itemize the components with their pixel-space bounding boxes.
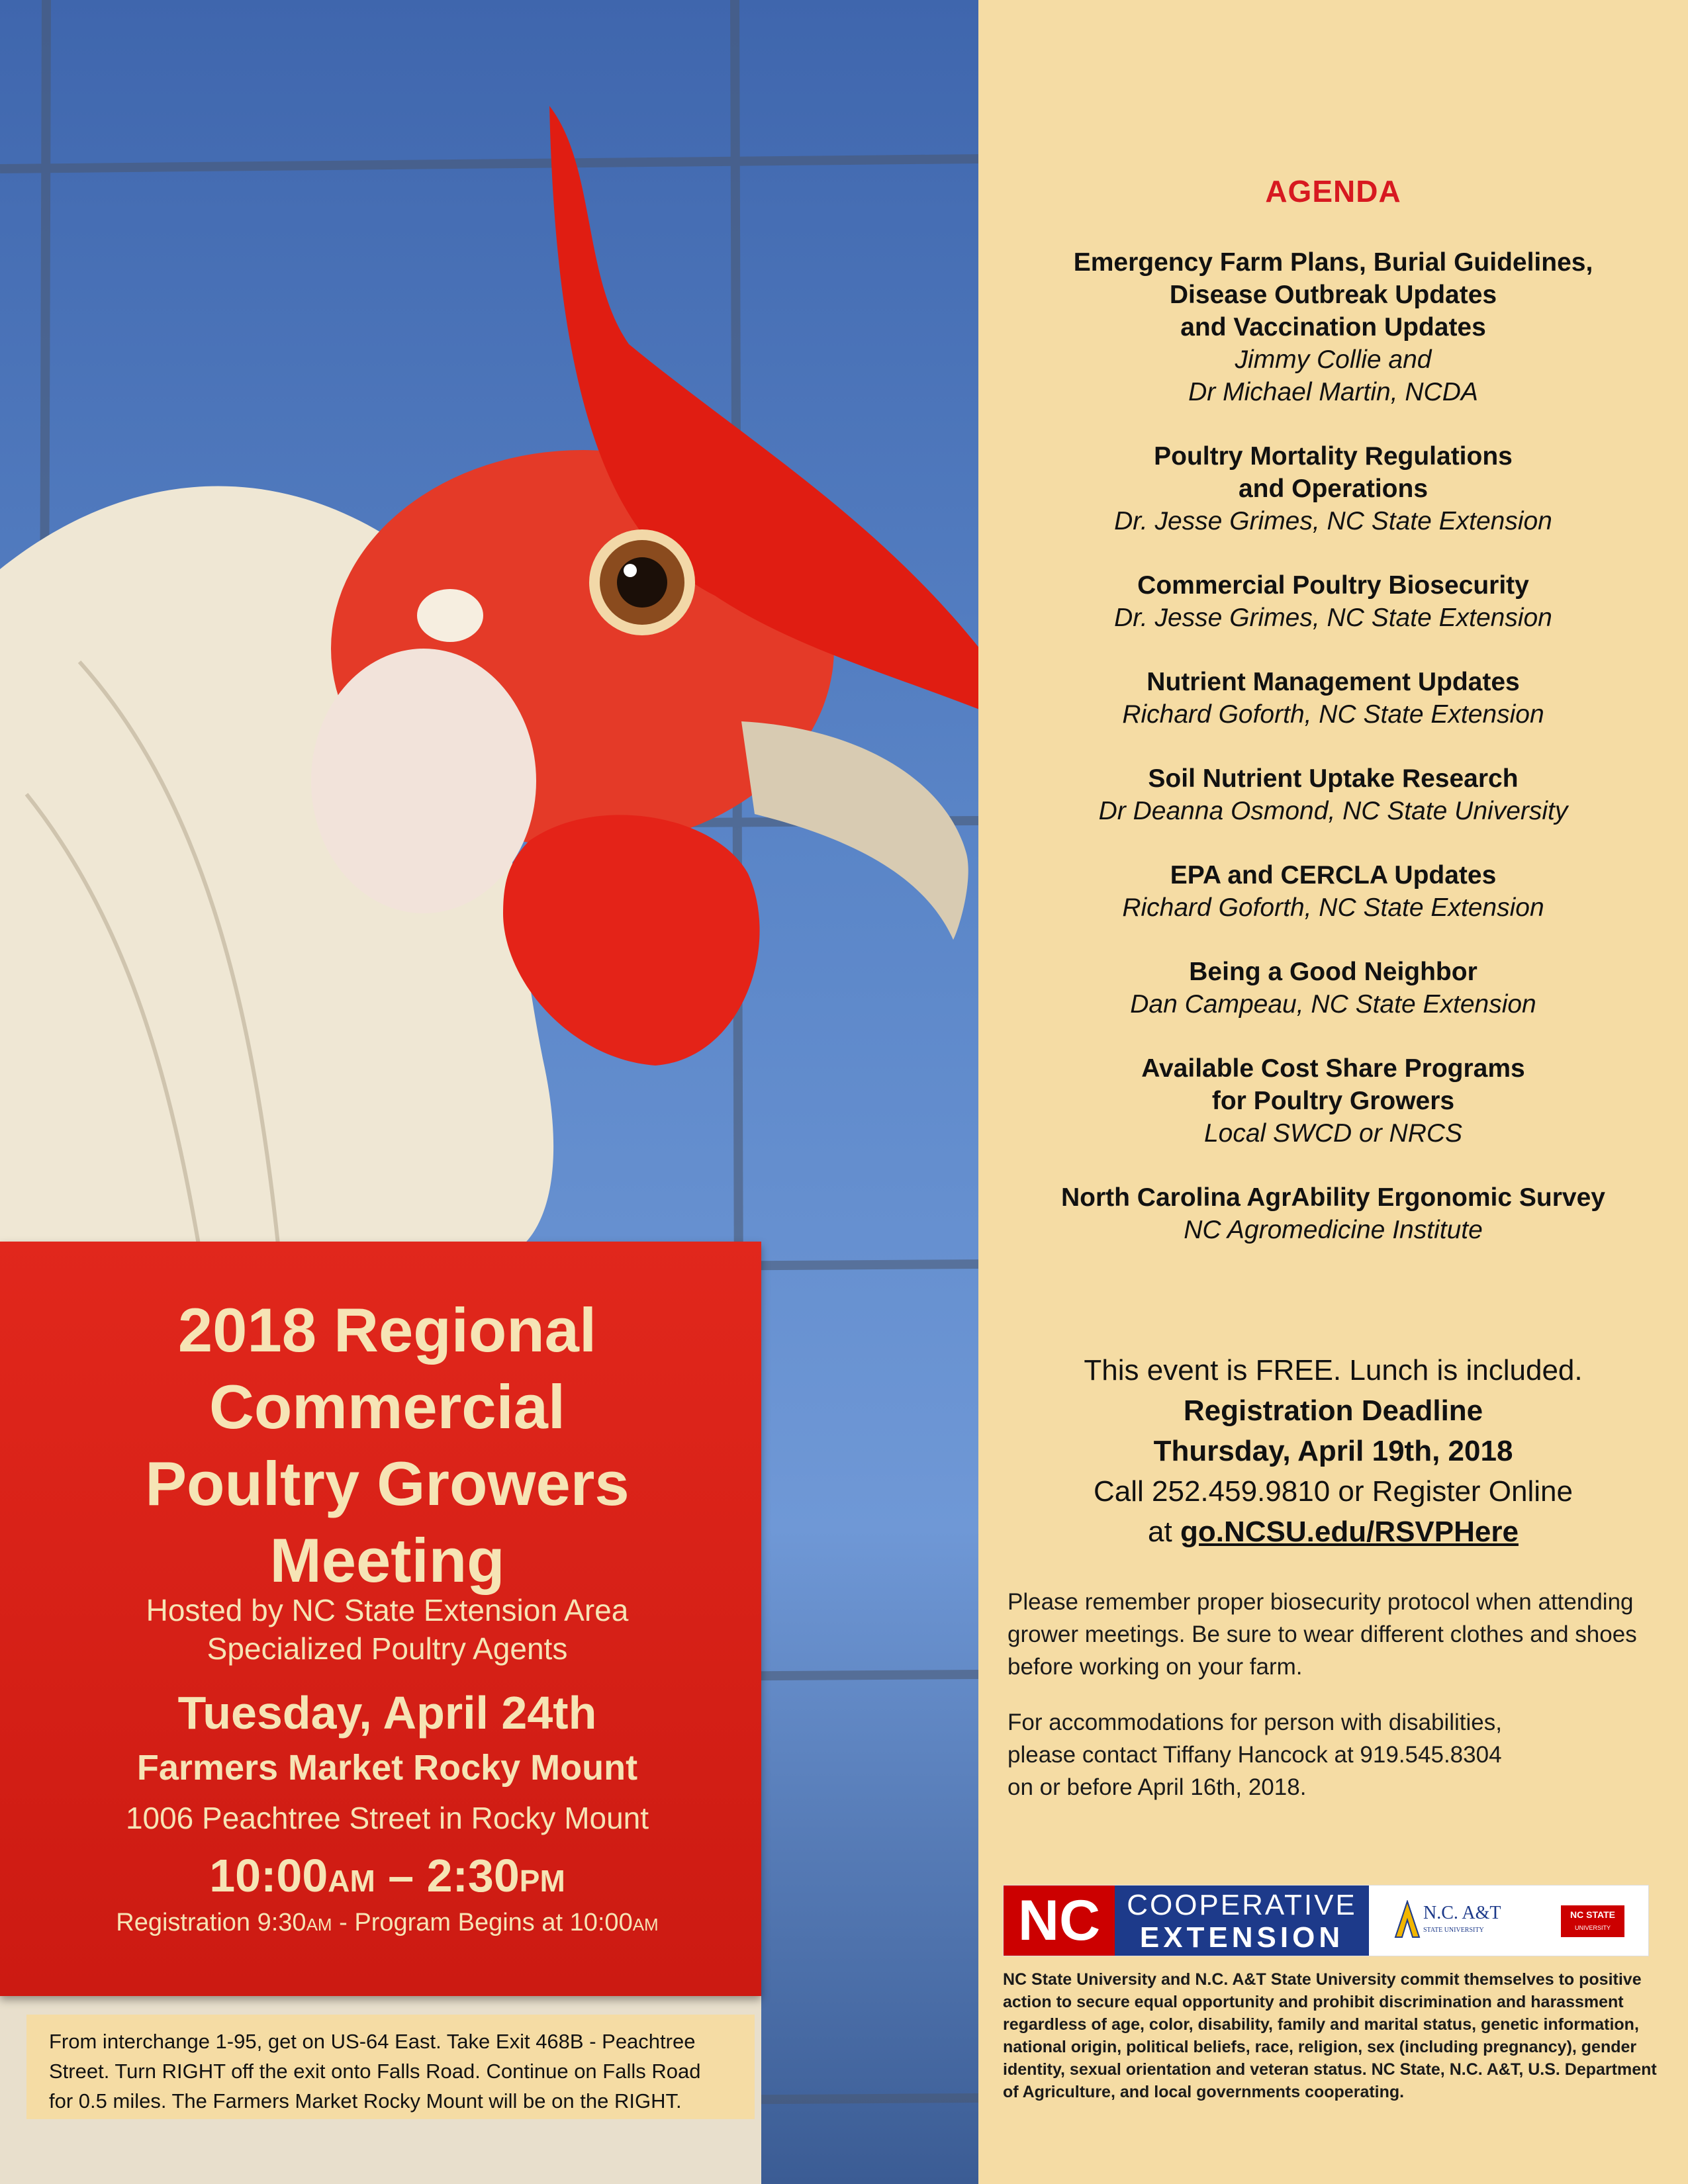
time-start-suffix: AM — [328, 1864, 375, 1898]
hosted-line: Specialized Poultry Agents — [207, 1631, 568, 1666]
agenda-item-speaker: Local SWCD or NRCS — [1203, 1119, 1463, 1148]
accommodations-line: on or before April 16th, 2018. — [1008, 1774, 1307, 1800]
agenda-item — [978, 440, 1688, 537]
directions-line: for 0.5 miles. The Farmers Market Rocky Mount will be on the RIGHT. — [49, 2089, 682, 2113]
time-end: 2:30 — [426, 1850, 520, 1901]
deadline-label: Registration Deadline — [1183, 1394, 1483, 1427]
accommodations-line: For accommodations for person with disabilities, — [1008, 1709, 1502, 1735]
agenda-item-title: EPA and CERCLA Updates — [1170, 861, 1497, 889]
agenda-item — [978, 1052, 1688, 1150]
agenda-item-title: and Operations — [1238, 475, 1429, 503]
event-title-line: Meeting — [269, 1525, 505, 1595]
hosted-line: Hosted by NC State Extension Area — [146, 1593, 629, 1627]
time-end-suffix: PM — [519, 1864, 565, 1898]
logo-strip — [1003, 1885, 1649, 1956]
agenda-item-speaker: Dr Michael Martin, NCDA — [1188, 378, 1478, 406]
biosecurity-note: Please remember proper biosecurity protocol when attending grower meetings. Be sure to wear different clothes and shoes before working on your farm. — [1008, 1589, 1637, 1680]
agenda-item-title: North Carolina AgrAbility Ergonomic Survey — [1060, 1183, 1605, 1212]
nc-logo: NC — [1004, 1886, 1115, 1956]
agenda-item-speaker: Dr. Jesse Grimes, NC State Extension — [1114, 507, 1552, 535]
event-address: 1006 Peachtree Street in Rocky Mount — [125, 1801, 649, 1835]
agenda-item-title: Soil Nutrient Uptake Research — [1148, 764, 1519, 793]
right-panel — [978, 0, 1688, 2184]
agenda-item — [978, 569, 1688, 634]
directions-box — [26, 2015, 755, 2119]
deadline-date: Thursday, April 19th, 2018 — [1153, 1435, 1513, 1467]
reg-suffix: AM — [632, 1915, 659, 1934]
agenda-item-speaker: Richard Goforth, NC State Extension — [1122, 893, 1544, 922]
agenda-item — [978, 666, 1688, 731]
event-box — [0, 1242, 761, 1996]
reg-part: - Program Begins at 10:00 — [332, 1909, 633, 1936]
agenda-item-title: Being a Good Neighbor — [1189, 958, 1477, 986]
accommodations-line: please contact Tiffany Hancock at 919.545.8304 — [1008, 1742, 1502, 1768]
ncstate-logo — [1561, 1905, 1624, 1937]
agenda-item-speaker: Dr Deanna Osmond, NC State University — [1098, 797, 1568, 825]
call-text: Call 252.459.9810 or Register Online — [1093, 1475, 1573, 1508]
event-time — [0, 1849, 774, 1902]
event-info — [978, 1350, 1688, 1552]
reg-suffix: AM — [306, 1915, 332, 1934]
agenda-item-title: Commercial Poultry Biosecurity — [1137, 571, 1529, 600]
agenda-item — [978, 859, 1688, 924]
register-link-line — [978, 1512, 1688, 1552]
agenda-item-title: Emergency Farm Plans, Burial Guidelines, — [1073, 248, 1593, 277]
event-date: Tuesday, April 24th — [177, 1687, 597, 1739]
agenda-item-speaker: Dan Campeau, NC State Extension — [1130, 990, 1536, 1019]
event-title-line: Poultry Growers — [145, 1449, 630, 1518]
directions-line: Street. Turn RIGHT off the exit onto Falls Road. Continue on Falls Road — [49, 2060, 701, 2083]
agenda-list — [978, 246, 1688, 1278]
ncat-logo — [1394, 1899, 1513, 1942]
agenda-item — [978, 956, 1688, 1021]
event-title — [0, 1292, 774, 1599]
agenda-item-speaker: NC Agromedicine Institute — [1184, 1216, 1483, 1244]
event-title-line: Commercial — [209, 1372, 566, 1441]
agenda-item — [978, 762, 1688, 827]
time-separator: – — [375, 1850, 427, 1901]
ncstate-name: NC STATE — [1570, 1909, 1615, 1920]
agenda-item-title: for Poultry Growers — [1211, 1087, 1455, 1115]
agenda-item — [978, 246, 1688, 408]
reg-part: Registration 9:30 — [116, 1909, 306, 1936]
free-event-text: This event is FREE. Lunch is included. — [1084, 1354, 1583, 1387]
registration-time — [0, 1909, 774, 1937]
at-text: at — [1148, 1516, 1172, 1548]
time-start: 10:00 — [209, 1850, 328, 1901]
agenda-item-title: Available Cost Share Programs — [1141, 1054, 1525, 1083]
agenda-item-speaker: Richard Goforth, NC State Extension — [1122, 700, 1544, 729]
ncstate-sub: UNIVERSITY — [1574, 1925, 1611, 1931]
agenda-item-title: and Vaccination Updates — [1180, 313, 1486, 341]
agenda-item-title: Poultry Mortality Regulations — [1154, 442, 1513, 471]
event-venue: Farmers Market Rocky Mount — [136, 1748, 638, 1788]
event-title-line: 2018 Regional — [177, 1295, 597, 1365]
agenda-item-title: Disease Outbreak Updates — [1169, 281, 1497, 309]
agenda-item-speaker: Dr. Jesse Grimes, NC State Extension — [1114, 604, 1552, 632]
ncat-sub: STATE UNIVERSITY — [1423, 1927, 1484, 1934]
rsvp-link[interactable]: go.NCSU.edu/RSVPHere — [1180, 1516, 1519, 1548]
ncat-name: N.C. A&T — [1423, 1903, 1501, 1923]
aggie-icon — [1394, 1900, 1421, 1940]
coop-line1: COOPERATIVE — [1127, 1889, 1357, 1921]
agenda-item-title: Nutrient Management Updates — [1147, 668, 1520, 696]
agenda-title: AGENDA — [1265, 174, 1401, 208]
agenda-item — [978, 1181, 1688, 1246]
accommodations-note — [1008, 1706, 1669, 1803]
hosted-by — [0, 1591, 774, 1668]
coop-line2: EXTENSION — [1139, 1921, 1344, 1954]
cooperative-extension-logo — [1115, 1886, 1369, 1956]
agenda-item-speaker: Jimmy Collie and — [1235, 345, 1432, 374]
directions-line: From interchange 1-95, get on US-64 East. Take Exit 468B - Peachtree — [49, 2030, 696, 2053]
equal-opportunity-disclaimer: NC State University and N.C. A&T State University commit themselves to positive action to secure equal opportunity and prohibit discrimination and harassment regardless of age, color, disability, family and marital status, genetic information, national origin, political beliefs, race, religion, sex (including pregnancy), gender identity, sexual orientation and veteran status. NC State, N.C. A&T, U.S. Department of Agriculture, and local governments cooperating. — [1003, 1970, 1657, 2101]
